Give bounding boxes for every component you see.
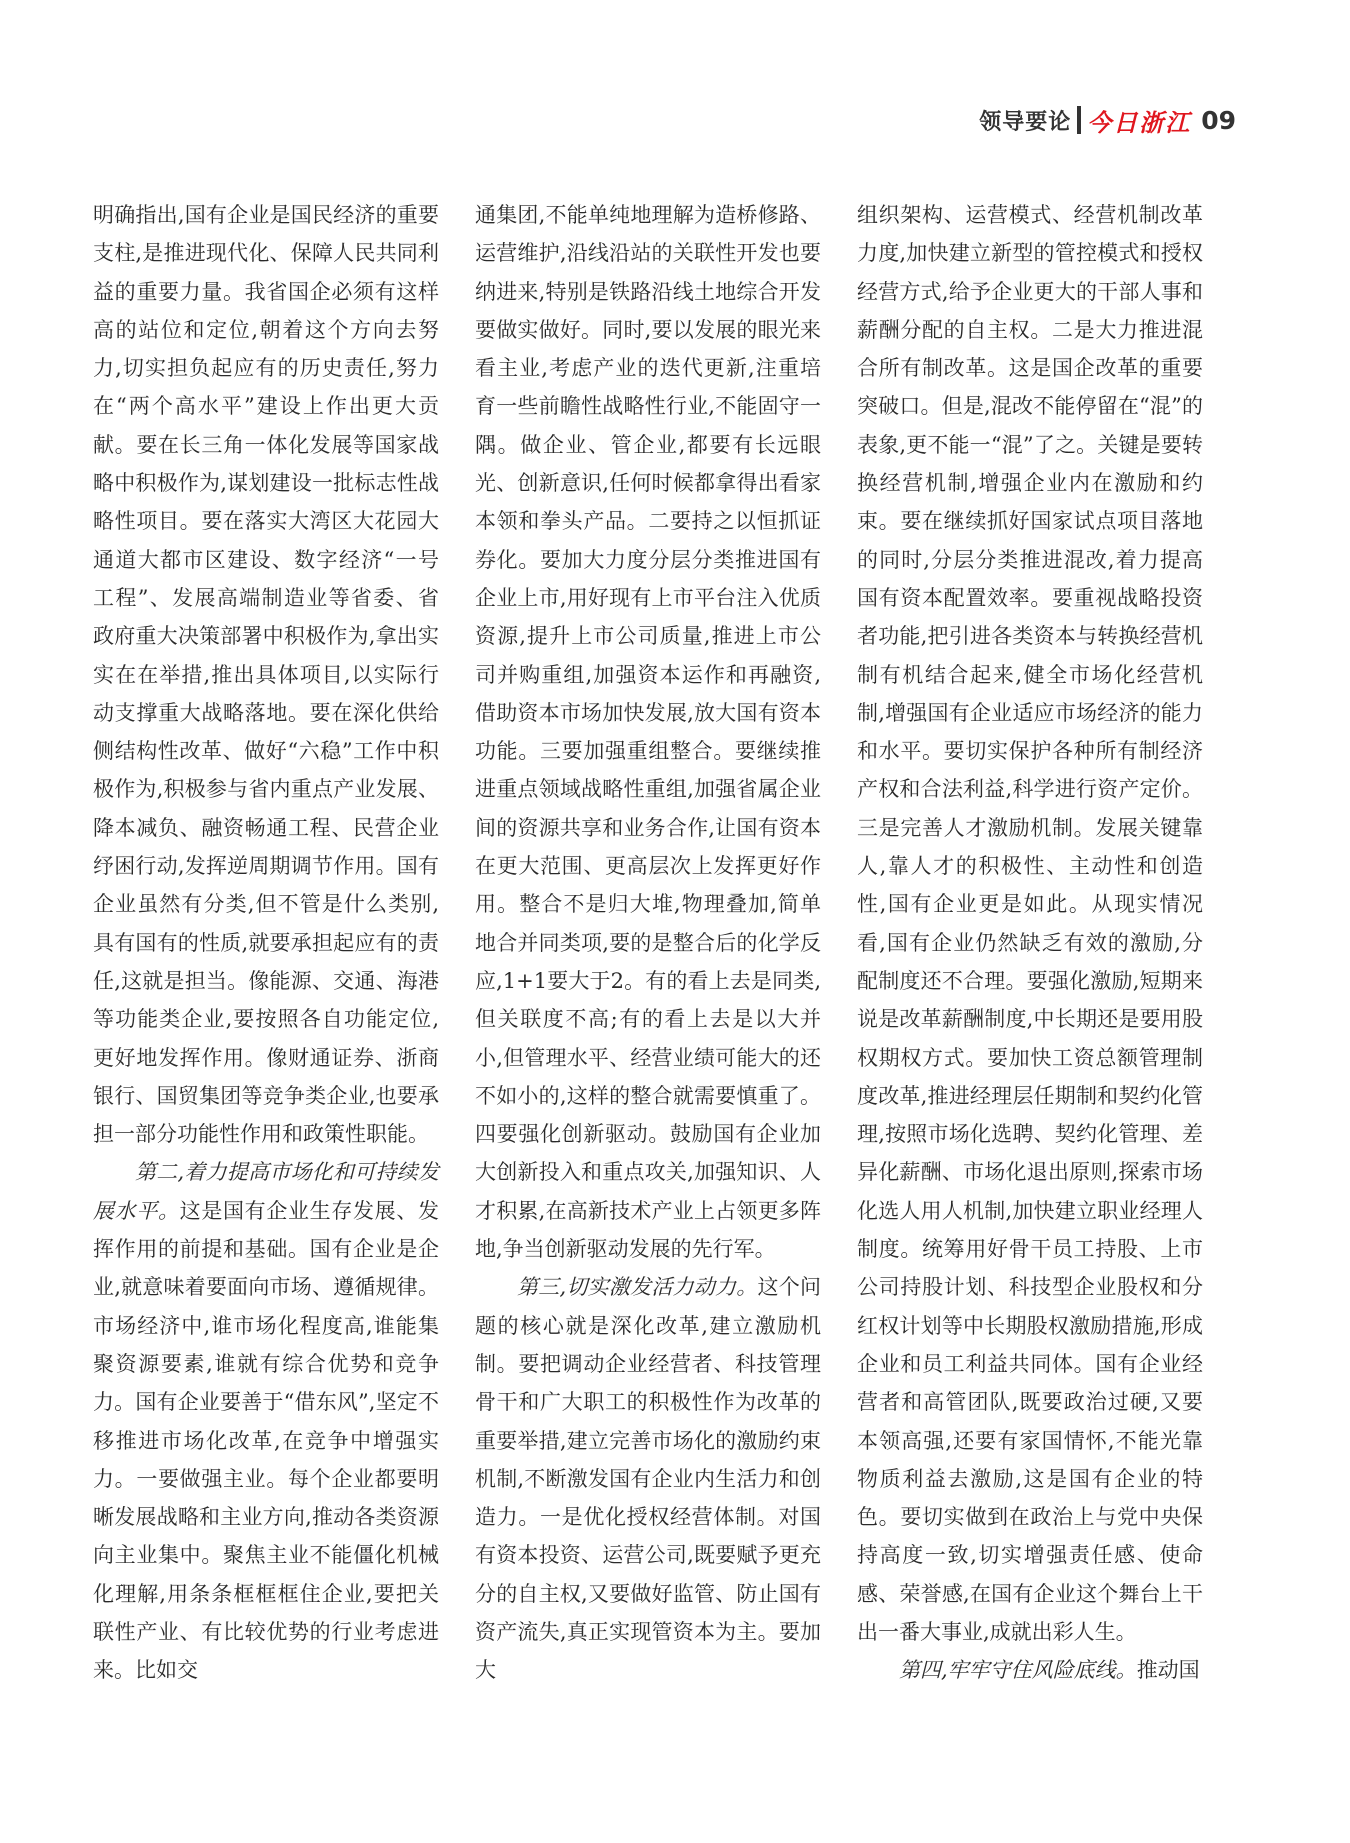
paragraph-text: 组织架构、运营模式、经营机制改革力度,加快建立新型的管控模式和授权经营方式,给予企业更大的干部人事和薪酬分配的自主权。二是大力推进混合所有制改革。这是国企改革的重要突破口。但是,混改不能停留在“混”的表象,更不能一“混”了之。关键是要转换经营机制,增强企业内在激励和约束。要在继续抓好国家试点项目落地的同时,分层分类推进混改,着力提高国有资本配置效率。要重视战略投资者功能,把引进各类资本与转换经营机制有机结合起来,健全市场化经营机制,增强国有企业适应市场经济的能力和水平。要切实保护各种所有制经济产权和合法利益,科学进行资产定价。三是完善人才激励机制。发展关键靠人,靠人才的积极性、主动性和创造性,国有企业更是如此。从现实情况看,国有企业仍然缺乏有效的激励,分配制度还不合理。要强化激励,短期来说是改革薪酬制度,中长期还是要用股权期权方式。要加快工资总额管理制度改革,推进经理层任期制和契约化管理,按照市场化选聘、契约化管理、差异化薪酬、市场化退出原则,探索市场化选人用人机制,加快建立职业经理人制度。统筹用好骨干员工持股、上市公司持股计划、科技型企业股权和分红权计划等中长期股权激励措施,形成企业和员工利益共同体。国有企业经营者和高管团队,既要政治过硬,又要本领高强,还要有家国情怀,不能光靠物质利益去激励,这是国有企业的特色。要切实做到在政治上与党中央保持高度一致,切实增强责任感、使命感、荣誉感,在国有企业这个舞台上干出一番大事业,成就出彩人生。 xyxy=(857,203,1203,1644)
paragraph-lead: 第二,着力提高市场化和可持续发展水平。 xyxy=(93,1160,439,1223)
page-number: 09 xyxy=(1201,105,1236,135)
paragraph-text: 这是国有企业生存发展、发挥作用的前提和基础。国有企业是企业,就意味着要面向市场、遵循规律。市场经济中,谁市场化程度高,谁能集聚资源要素,谁就有综合优势和竞争力。国有企业要善于“借东风”,坚定不移推进市场化改革,在竞争中增强实力。一要做强主业。每个企业都要明晰发展战略和主业方向,推动各类资源向主业集中。聚焦主业不能僵化机械化理解,用条条框框框住企业,要把关联性产业、有比较优势的行业考虑进来。比如交 xyxy=(93,1198,440,1683)
header-divider xyxy=(1077,106,1081,134)
paragraph xyxy=(475,196,821,1268)
section-label: 领导要论 xyxy=(979,109,1072,135)
paragraph-text: 推动国 xyxy=(1136,1658,1200,1683)
text-column-1 xyxy=(93,196,440,1683)
article-body xyxy=(93,196,1203,1683)
paragraph-text: 这个问题的核心就是深化改革,建立激励机制。要把调动企业经营者、科技管理骨干和广大职工的积极性作为改革的重要举措,建立完善市场化的激励约束机制,不断激发国有企业内生活力和创造力。一是优化授权经营体制。对国有资本投资、运营公司,既要赋予更充分的自主权,又要做好监管、防止国有资产流失,真正实现管资本为主。要加大 xyxy=(475,1275,821,1683)
paragraph xyxy=(857,196,1203,1651)
page-header xyxy=(979,100,1236,140)
paragraph-text: 通集团,不能单纯地理解为造桥修路、运营维护,沿线沿站的关联性开发也要纳进来,特别是铁路沿线土地综合开发要做实做好。同时,要以发展的眼光来看主业,考虑产业的迭代更新,注重培育一些前瞻性战略性行业,不能固守一隅。做企业、管企业,都要有长远眼光、创新意识,任何时候都拿得出看家本领和拳头产品。二要持之以恒抓证券化。要加大力度分层分类推进国有企业上市,用好现有上市平台注入优质资源,提升上市公司质量,推进上市公司并购重组,加强资本运作和再融资,借助资本市场加快发展,放大国有资本功能。三要加强重组整合。要继续推进重点领域战略性重组,加强省属企业间的资源共享和业务合作,让国有资本在更大范围、更高层次上发挥更好作用。整合不是归大堆,物理叠加,简单地合并同类项,要的是整合后的化学反应,1+1要大于2。有的看上去是同类,但关联度不高;有的看上去是以大并小,但管理水平、经营业绩可能大的还不如小的,这样的整合就需要慎重了。四要强化创新驱动。鼓励国有企业加大创新投入和重点攻关,加强知识、人才积累,在高新技术产业上占领更多阵地,争当创新驱动发展的先行军。 xyxy=(475,203,821,1262)
paragraph xyxy=(475,1268,821,1689)
paragraph-text: 明确指出,国有企业是国民经济的重要支柱,是推进现代化、保障人民共同利益的重要力量。我省国企必须有这样高的站位和定位,朝着这个方向去努力,切实担负起应有的历史责任,努力在“两个高水平”建设上作出更大贡献。要在长三角一体化发展等国家战略中积极作为,谋划建设一批标志性战略性项目。要在落实大湾区大花园大通道大都市区建设、数字经济“一号工程”、发展高端制造业等省委、省政府重大决策部署中积极作为,拿出实实在在举措,推出具体项目,以实际行动支撑重大战略落地。要在深化供给侧结构性改革、做好“六稳”工作中积极作为,积极参与省内重点产业发展、降本减负、融资畅通工程、民营企业纾困行动,发挥逆周期调节作用。国有企业虽然有分类,但不管是什么类别,具有国有的性质,就要承担起应有的责任,这就是担当。像能源、交通、海港等功能类企业,要按照各自功能定位,更好地发挥作用。像财通证券、浙商银行、国贸集团等竞争类企业,也要承担一部分功能性作用和政策性职能。 xyxy=(93,203,439,1147)
paragraph xyxy=(857,1651,1203,1689)
paragraph xyxy=(93,196,439,1153)
text-column-2 xyxy=(475,196,821,1683)
paragraph-lead: 第三,切实激发活力动力。 xyxy=(517,1275,758,1300)
paragraph xyxy=(93,1153,439,1689)
text-column-3 xyxy=(857,196,1203,1683)
paragraph-lead: 第四,牢牢守住风险底线。 xyxy=(899,1658,1137,1683)
magazine-logo: 今日浙江 xyxy=(1087,107,1192,137)
